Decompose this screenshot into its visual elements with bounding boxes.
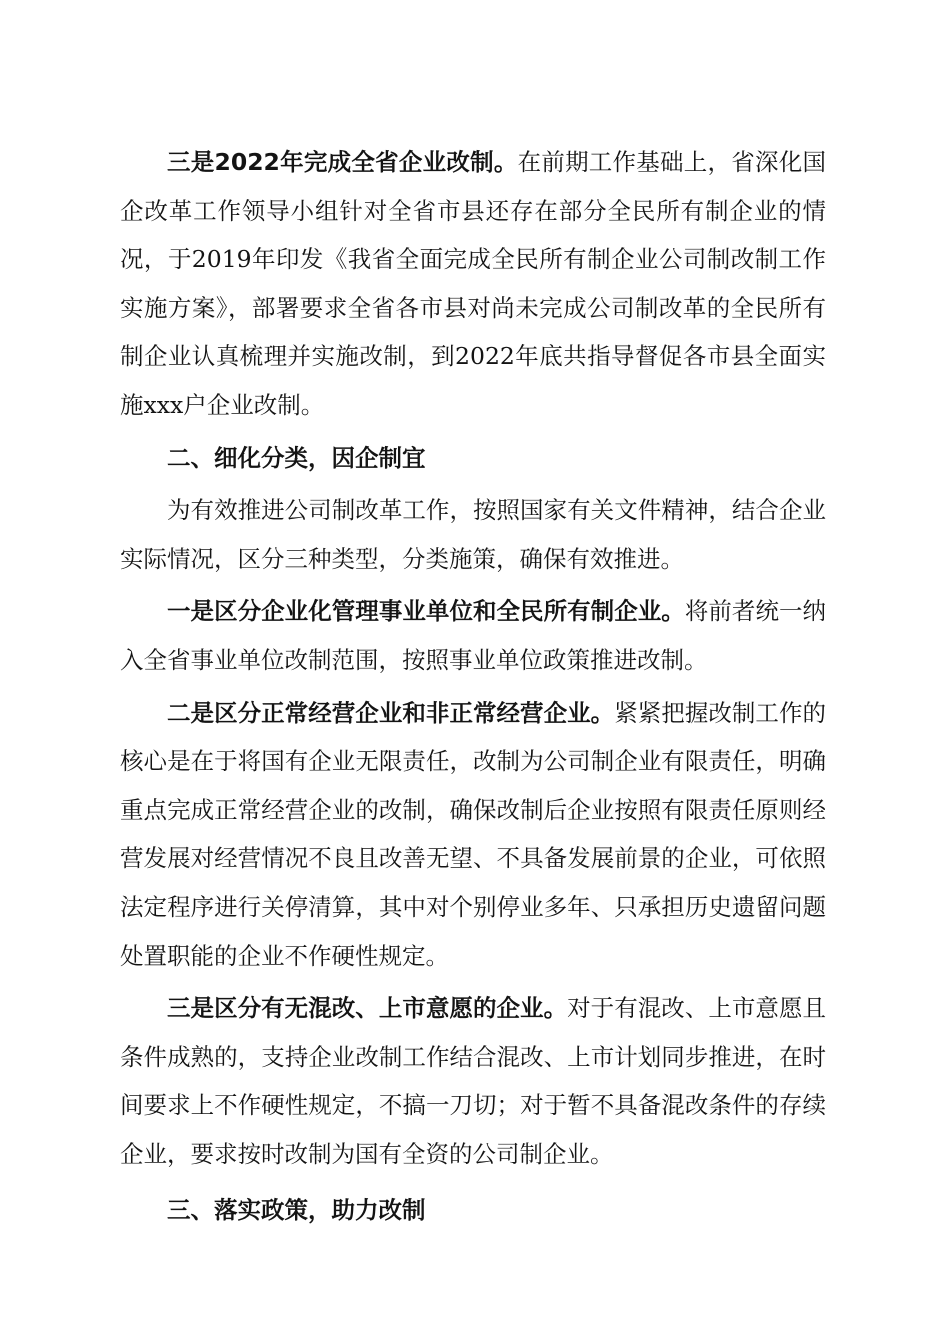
paragraph-lead: 三是区分有无混改、上市意愿的企业。 <box>167 994 568 1023</box>
paragraph-lead: 二是区分正常经营企业和非正常经营企业。 <box>167 698 615 727</box>
paragraph-intro-three-types <box>120 486 826 583</box>
paragraph-text: 在前期工作基础上，省深化国企改革工作领导小组针对全省市县还存在部分全民所有制企业的情况，于2019年印发《我省全面完成全民所有制企业公司制改制工作实施方案》，部署要求全省各市县对尚未完成公司制改革的全民所有制企业认真梳理并实施改制，到2022年底共指导督促各市县全面实施xxx户企业改制。 <box>120 148 827 419</box>
paragraph-text: 紧紧把握改制工作的核心是在于将国有企业无限责任，改制为公司制企业有限责任，明确重点完成正常经营企业的改制，确保改制后企业按照有限责任原则经营发展对经营情况不良且改善无望、不具备发展前景的企业，可依照法定程序进行关停清算，其中对个别停业多年、只承担历史遗留问题处置职能的企业不作硬性规定。 <box>120 698 826 970</box>
paragraph-text: 为有效推进公司制改革工作，按照国家有关文件精神，结合企业实际情况，区分三种类型，分类施策，确保有效推进。 <box>120 496 826 573</box>
paragraph-type-one <box>120 587 826 684</box>
paragraph-type-two <box>120 689 826 981</box>
paragraph-text: 将前者统一纳入全省事业单位改制范围，按照事业单位政策推进改制。 <box>120 597 827 674</box>
section-heading-classification: 二、细化分类，因企制宜 <box>167 443 426 472</box>
paragraph-lead: 一是区分企业化管理事业单位和全民所有制企业。 <box>167 597 685 626</box>
document-body <box>120 138 826 1235</box>
paragraph-type-three <box>120 984 826 1178</box>
paragraph-province-reform-2022 <box>120 138 826 430</box>
paragraph-text: 对于有混改、上市意愿且条件成熟的，支持企业改制工作结合混改、上市计划同步推进，在时间要求上不作硬性规定，不搞一刀切；对于暂不具备混改条件的存续企业，要求按时改制为国有全资的公司制企业。 <box>120 994 827 1168</box>
paragraph-lead: 三是2022年完成全省企业改制。 <box>167 148 518 176</box>
section-heading-policy: 三、落实政策，助力改制 <box>167 1196 426 1225</box>
